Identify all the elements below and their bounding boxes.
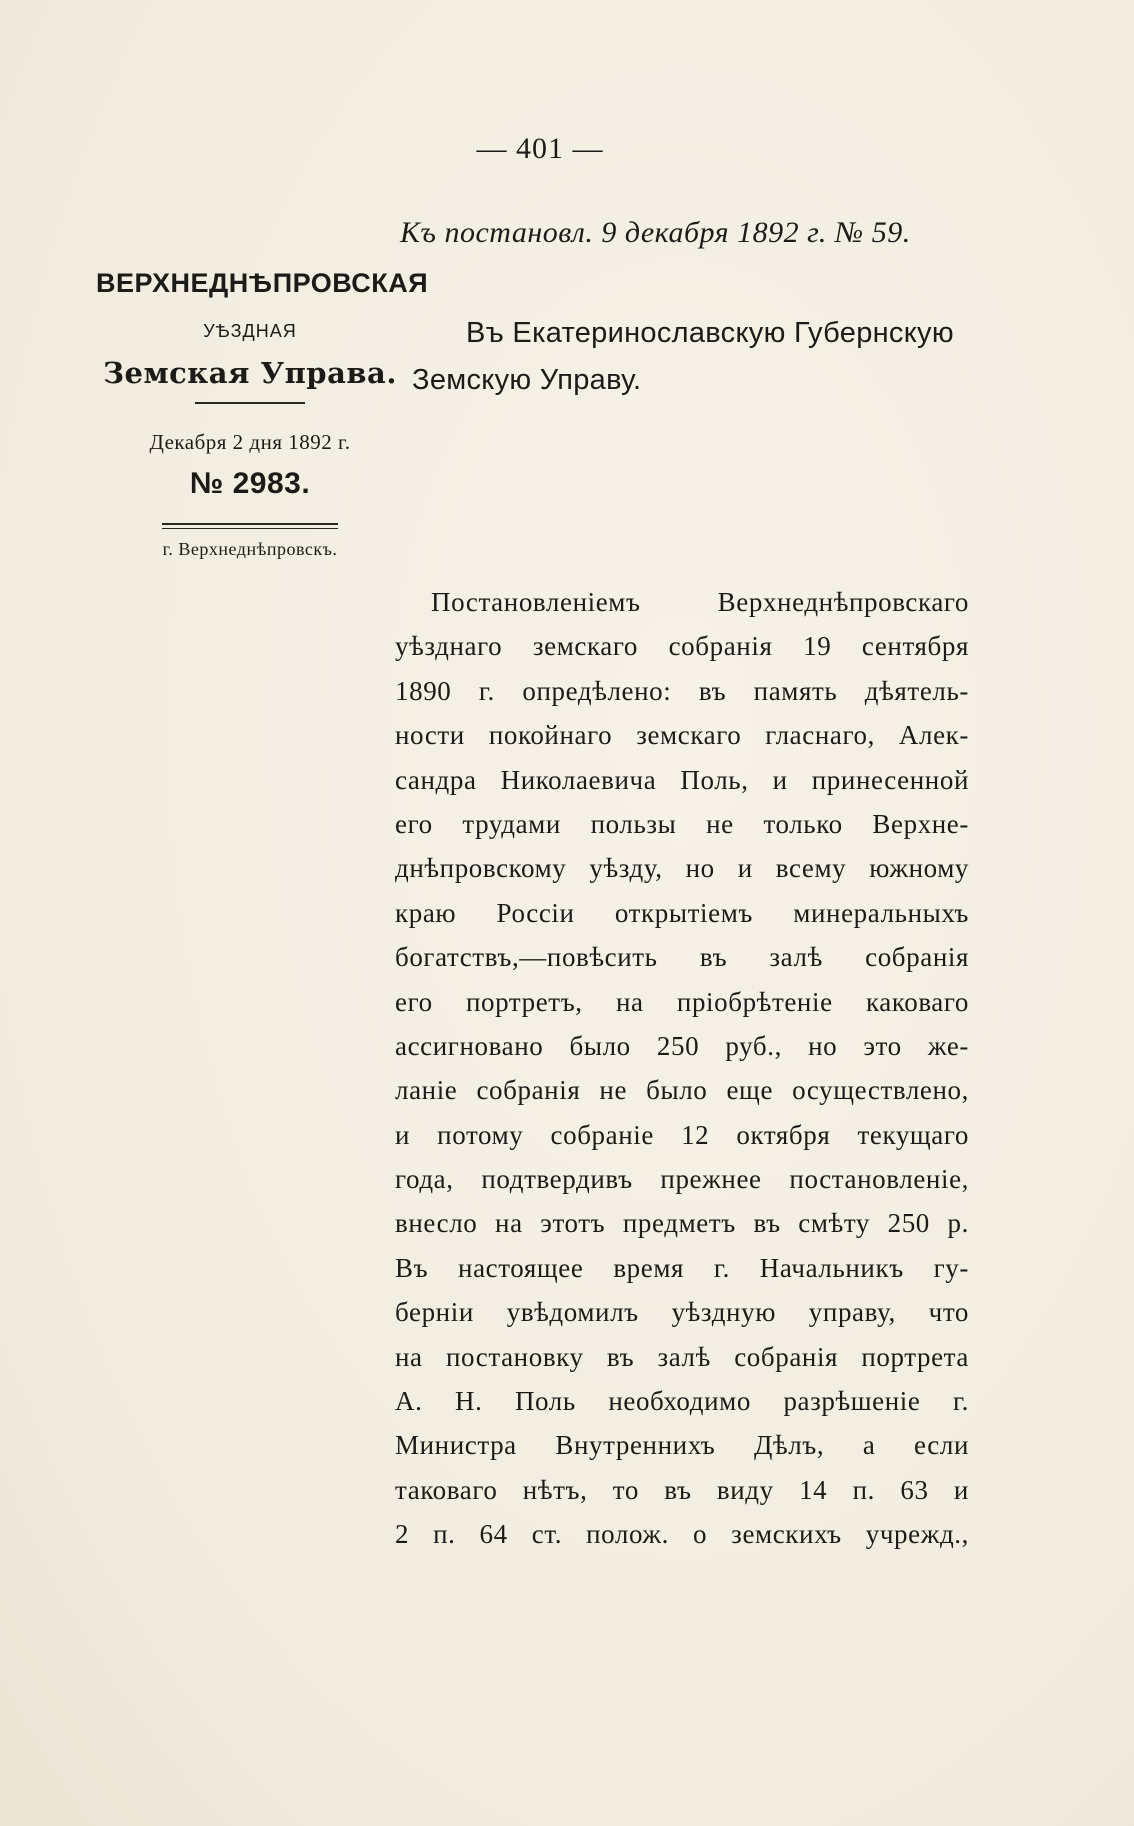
addressee-line: Въ Екатеринославскую Губернскую xyxy=(466,317,954,349)
divider-rule xyxy=(195,402,305,404)
body-line: его портретъ, на пріобрѣтеніе каковаго xyxy=(395,986,969,1017)
body-line: А. Н. Поль необходимо разрѣшеніе г. xyxy=(395,1386,969,1417)
body-line: его трудами пользы не только Верхне- xyxy=(395,808,969,839)
body-line: сандра Николаевича Поль, и принесенной xyxy=(395,764,969,795)
body-line: ассигновано было 250 руб., но это же- xyxy=(395,1030,969,1061)
page-number: — 401 — xyxy=(476,132,604,165)
sender-district: УѢЗДНАЯ xyxy=(203,321,297,341)
body-line: ности покойнаго земскаго гласнаго, Алек- xyxy=(395,720,969,751)
body-line: краю Россіи открытіемъ минеральныхъ xyxy=(395,897,969,928)
double-divider-rule xyxy=(162,523,338,529)
letter-date: Декабря 2 дня 1892 г. xyxy=(149,430,351,454)
body-line: и потому собраніе 12 октября текущаго xyxy=(395,1119,969,1150)
body-line: на постановку въ залѣ собранія портрета xyxy=(395,1341,969,1372)
addressee xyxy=(412,310,972,404)
body-line: ланіе собранія не было еще осуществлено, xyxy=(395,1075,969,1106)
letter-body xyxy=(395,580,969,1557)
body-line: Министра Внутреннихъ Дѣлъ, а если xyxy=(395,1430,969,1461)
letter-number: № 2983. xyxy=(189,467,311,500)
body-line: внесло на этотъ предметъ въ смѣту 250 р. xyxy=(395,1208,969,1239)
body-line: богатствъ,—повѣсить въ залѣ собранія xyxy=(395,942,969,973)
body-line: года, подтвердивъ прежнее постановленіе, xyxy=(395,1164,969,1195)
addressee-line: Земскую Управу. xyxy=(412,364,642,396)
body-line: 2 п. 64 ст. полож. о земскихъ учрежд., xyxy=(395,1519,969,1550)
body-line: днѣпровскому уѣзду, но и всему южному xyxy=(395,853,969,884)
body-line: Въ настоящее время г. Начальникъ гу- xyxy=(395,1252,969,1283)
sender-town: г. Верхнеднѣпровскъ. xyxy=(162,539,338,559)
body-line: 1890 г. опредѣлено: въ память дѣятель- xyxy=(395,675,969,706)
body-line: уѣзднаго земскаго собранія 19 сентября xyxy=(395,631,969,662)
sender-name: ВЕРХНЕДНѢПРОВСКАЯ xyxy=(96,268,429,298)
body-line: берніи увѣдомилъ уѣздную управу, что xyxy=(395,1297,969,1328)
sender-header xyxy=(96,268,429,560)
body-line: Постановленіемъ Верхнеднѣпровскаго xyxy=(431,587,969,617)
body-line: таковаго нѣтъ, то въ виду 14 п. 63 и xyxy=(395,1474,969,1505)
sender-board: Земская Управа. xyxy=(103,356,397,390)
resolution-reference: Къ постановл. 9 декабря 1892 г. № 59. xyxy=(400,216,911,249)
